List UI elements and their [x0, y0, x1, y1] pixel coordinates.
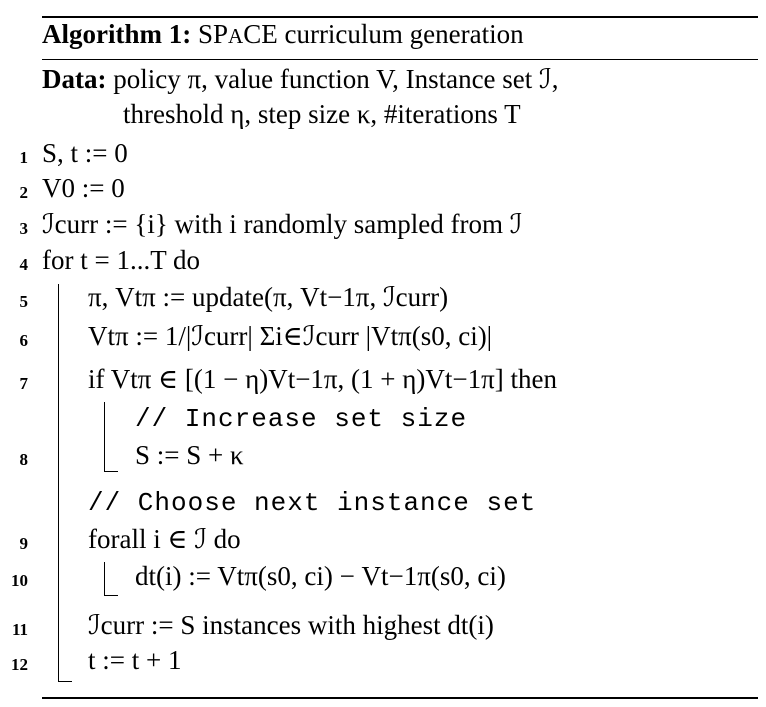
comment-choose-next-instance-set: // Choose next instance set: [88, 488, 537, 518]
line-10-code: dt(i) := Vtπ(s0, ci) − Vt−1π(s0, ci): [135, 561, 506, 591]
line-8-code: S := S + κ: [135, 440, 244, 470]
title-a: A: [228, 24, 244, 48]
for-block-guide: [58, 284, 59, 682]
data-text-2: threshold η, step size κ, #iterations T: [123, 99, 521, 129]
for-block-guide-end: [58, 681, 72, 682]
line-number-5: 5: [19, 292, 28, 311]
data-label: Data:: [42, 64, 107, 94]
if-block-guide-end: [104, 471, 118, 472]
algorithm-title: [42, 21, 524, 48]
algorithm-name: [198, 19, 524, 49]
line-number-6: 6: [19, 331, 28, 350]
data-line-1: [42, 66, 558, 93]
comment-increase-set-size: // Increase set size: [135, 404, 468, 434]
line-2-code: V0 := 0: [42, 173, 125, 203]
line-number-10: 10: [11, 571, 28, 590]
top-rule: [42, 16, 758, 18]
line-1-code: S, t := 0: [42, 138, 128, 168]
line-6-code: Vtπ := 1/|ℐcurr| Σi∈ℐcurr |Vtπ(s0, ci)|: [88, 321, 493, 351]
title-rest: curriculum generation: [277, 19, 524, 49]
line-12-code: t := t + 1: [88, 645, 182, 675]
title-rule: [42, 59, 758, 60]
data-text-1: policy π, value function V, Instance set ℐ,: [113, 64, 559, 94]
title-sp: SP: [197, 19, 229, 49]
line-number-11: 11: [11, 620, 28, 639]
algorithm-label: Algorithm 1:: [42, 19, 192, 49]
line-7-code: if Vtπ ∈ [(1 − η)Vt−1π, (1 + η)Vt−1π] then: [88, 364, 557, 394]
line-number-8: 8: [19, 450, 28, 469]
line-number-4: 4: [19, 255, 28, 274]
line-number-7: 7: [19, 374, 28, 393]
line-number-12: 12: [11, 655, 28, 674]
line-number-3: 3: [19, 219, 28, 238]
line-4-code: for t = 1...T do: [42, 245, 200, 275]
bottom-rule: [42, 697, 758, 699]
line-11-code: ℐcurr := S instances with highest dt(i): [88, 610, 494, 640]
line-number-1: 1: [19, 148, 28, 167]
line-9-code: forall i ∈ ℐ do: [88, 524, 241, 554]
line-number-2: 2: [19, 183, 28, 202]
forall-block-guide-end: [104, 595, 118, 596]
data-line-2: [123, 101, 521, 128]
forall-block-guide: [104, 562, 105, 596]
if-block-guide: [104, 402, 105, 472]
line-5-code: π, Vtπ := update(π, Vt−1π, ℐcurr): [88, 282, 449, 312]
title-ce: CE: [243, 19, 278, 49]
line-3-code: ℐcurr := {i} with i randomly sampled from ℐ: [42, 209, 523, 239]
line-number-9: 9: [19, 534, 28, 553]
